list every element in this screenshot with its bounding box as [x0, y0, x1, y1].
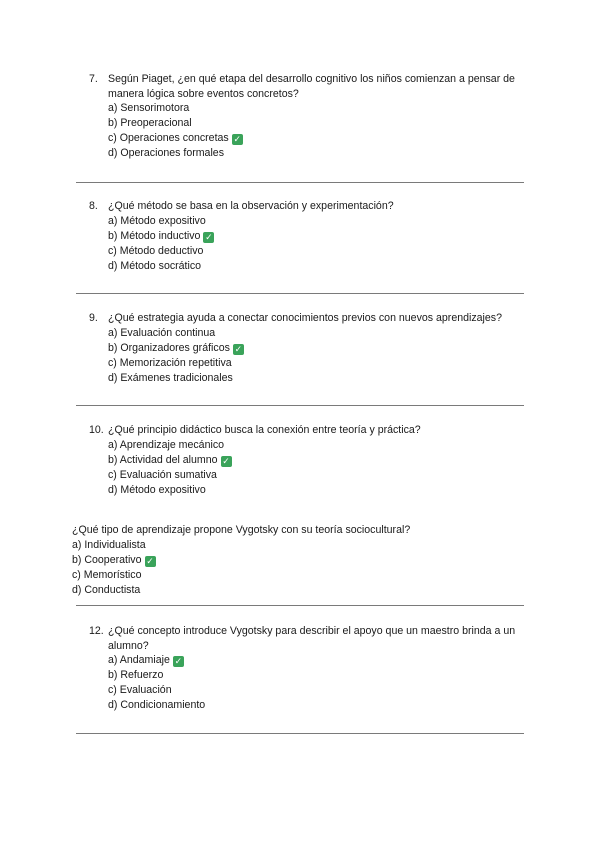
option-c: c) Memorización repetitiva: [108, 357, 232, 369]
option-a: a) Aprendizaje mecánico: [108, 439, 225, 451]
option-d: d) Operaciones formales: [108, 147, 224, 159]
option-d: d) Método expositivo: [108, 484, 206, 496]
option-b: b) Preoperacional: [108, 117, 192, 129]
question-stem: ¿Qué principio didáctico busca la conexión entre teoría y práctica?: [108, 424, 421, 436]
question-number: 12.: [89, 625, 104, 637]
question-stem: ¿Qué concepto introduce Vygotsky para describir el apoyo que un maestro brinda a un alumno?: [108, 625, 516, 652]
option-b: [108, 341, 244, 356]
option-label: b) Actividad del alumno: [108, 454, 218, 466]
option-c: c) Método deductivo: [108, 245, 204, 257]
question-stem: ¿Qué método se basa en la observación y experimentación?: [108, 200, 394, 212]
option-c: c) Evaluación: [108, 684, 172, 696]
option-c: c) Memorístico: [72, 569, 142, 581]
option-label: b) Método inductivo: [108, 230, 201, 242]
option-a: a) Método expositivo: [108, 215, 206, 227]
question-number: 7.: [89, 73, 98, 85]
option-b: [72, 553, 156, 568]
option-c: [108, 131, 243, 146]
check-mark-icon: ✓: [205, 232, 213, 242]
question-number: 10.: [89, 424, 104, 436]
option-b: b) Refuerzo: [108, 669, 164, 681]
divider: [76, 405, 524, 406]
option-b: [108, 453, 232, 468]
option-a: a) Sensorimotora: [108, 102, 190, 114]
divider: [76, 293, 524, 294]
option-a: a) Evaluación continua: [108, 327, 216, 339]
question-number: 8.: [89, 200, 98, 212]
option-label: b) Organizadores gráficos: [108, 342, 230, 354]
divider: [76, 605, 524, 606]
option-c: c) Evaluación sumativa: [108, 469, 217, 481]
question-stem: ¿Qué estrategia ayuda a conectar conocimientos previos con nuevos aprendizajes?: [108, 312, 502, 324]
option-d: d) Conductista: [72, 584, 141, 596]
option-d: d) Método socrático: [108, 260, 202, 272]
option-label: a) Andamiaje: [108, 654, 170, 666]
option-b: [108, 229, 214, 244]
option-label: b) Cooperativo: [72, 554, 142, 566]
option-d: d) Exámenes tradicionales: [108, 372, 233, 384]
option-a: a) Individualista: [72, 539, 146, 551]
question-stem: Según Piaget, ¿en qué etapa del desarrollo cognitivo los niños comienzan a pensar de manera lógica sobre eventos concretos?: [108, 73, 515, 100]
question-number: 9.: [89, 312, 98, 324]
check-mark-icon: ✓: [174, 656, 183, 666]
check-mark-icon: ✓: [234, 344, 243, 354]
divider: [76, 182, 524, 183]
divider: [76, 733, 524, 734]
option-label: c) Operaciones concretas: [108, 132, 229, 144]
check-mark-icon: ✓: [222, 456, 230, 466]
check-mark-icon: ✓: [146, 556, 154, 566]
question-stem: ¿Qué tipo de aprendizaje propone Vygotsky con su teoría sociocultural?: [72, 524, 411, 536]
option-a: [108, 653, 184, 668]
check-mark-icon: ✓: [233, 134, 241, 144]
option-d: d) Condicionamiento: [108, 699, 206, 711]
